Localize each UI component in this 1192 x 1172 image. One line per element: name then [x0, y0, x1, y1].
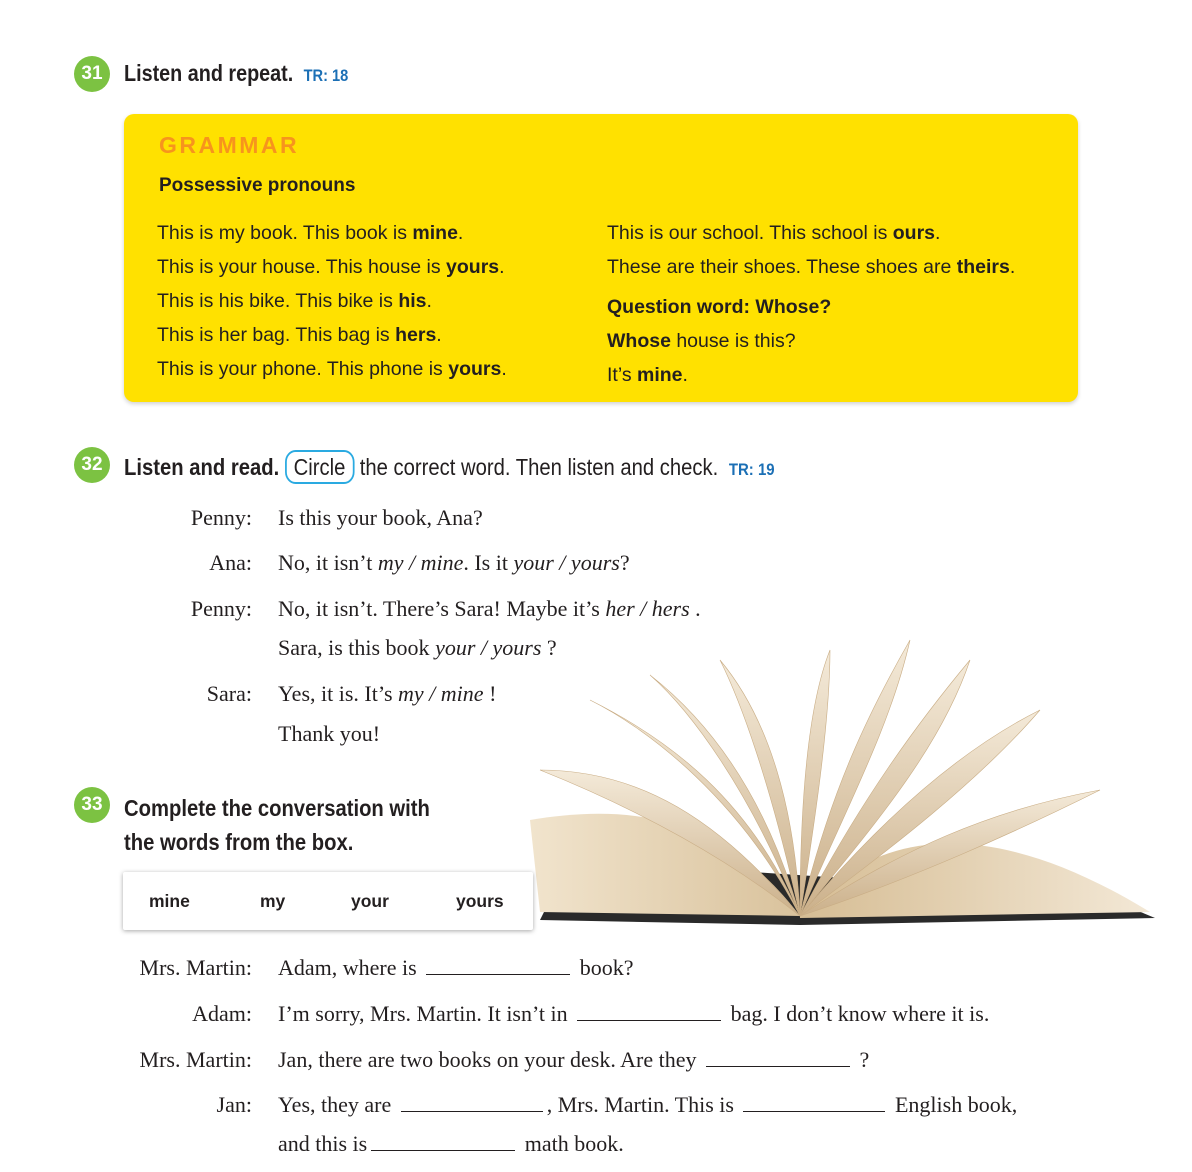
heading-rest-text: the correct word. Then listen and check. — [359, 454, 719, 480]
heading-line: the words from the box. — [124, 829, 354, 855]
line-text: No, it isn’t my / mine. Is it your / yours? — [278, 550, 630, 575]
circle-word: Circle — [285, 450, 354, 484]
exercise-heading — [124, 450, 775, 484]
box-word: yours — [456, 891, 504, 911]
line-text: Jan, there are two books on your desk. Are they ? — [278, 1047, 870, 1072]
book-right-pages — [800, 843, 1150, 918]
answer-blank[interactable] — [706, 1048, 850, 1067]
line-text: No, it isn’t. There’s Sara! Maybe it’s her / hers . — [278, 596, 701, 621]
track-label: TR: 18 — [303, 66, 349, 85]
word-box — [123, 872, 533, 930]
heading-text: Listen and repeat. — [124, 60, 294, 86]
box-word: your — [351, 891, 389, 911]
box-word: mine — [149, 891, 190, 911]
answer-example: It’s mine. — [607, 364, 688, 386]
grammar-right-column — [607, 216, 1015, 392]
line-text: Adam, where is book? — [278, 955, 634, 980]
speaker: Mrs. Martin: — [139, 955, 252, 980]
exercise-number-badge: 31 — [74, 56, 110, 92]
grammar-subtitle: Possessive pronouns — [159, 175, 356, 196]
grammar-example: This is his bike. This bike is his. — [157, 290, 432, 312]
grammar-example: This is your house. This house is yours. — [157, 256, 505, 278]
line-text: Sara, is this book your / yours ? — [278, 635, 557, 660]
speaker: Sara: — [206, 681, 252, 706]
grammar-left-column — [157, 216, 507, 386]
heading-bold-text: Listen and read. — [124, 454, 280, 480]
grammar-box — [124, 114, 1078, 402]
word-choice[interactable]: your / yours — [513, 550, 620, 575]
open-book-illustration — [500, 620, 1160, 930]
word-choice[interactable]: my / mine — [377, 550, 464, 575]
word-choice[interactable]: your / yours — [435, 635, 542, 660]
speaker: Adam: — [192, 1001, 252, 1026]
box-word: my — [260, 891, 286, 911]
line-text: Yes, it is. It’s my / mine ! — [278, 681, 497, 706]
question-example: Whose house is this? — [607, 330, 796, 352]
speaker: Jan: — [216, 1092, 252, 1117]
grammar-example: This is my book. This book is mine. — [157, 222, 464, 244]
line-text: Thank you! — [278, 721, 381, 746]
line-text: Is this your book, Ana? — [278, 505, 483, 530]
exercise-heading — [124, 60, 348, 87]
exercise-number-badge: 32 — [74, 447, 110, 483]
book-left-pages — [530, 814, 800, 916]
line-text: I’m sorry, Mrs. Martin. It isn’t in bag. I don’t know where it is. — [278, 1001, 990, 1026]
speaker: Mrs. Martin: — [139, 1047, 252, 1072]
grammar-title: GRAMMAR — [159, 132, 300, 158]
track-label: TR: 19 — [728, 460, 775, 479]
line-text: Yes, they are , Mrs. Martin. This is English book, — [278, 1092, 1018, 1117]
answer-blank[interactable] — [577, 1002, 721, 1021]
speaker: Ana: — [209, 550, 252, 575]
grammar-example: These are their shoes. These shoes are theirs. — [607, 256, 1016, 278]
heading-line: Complete the conversation with — [124, 795, 430, 821]
answer-blank[interactable] — [371, 1132, 515, 1151]
word-choice[interactable]: my / mine — [398, 681, 484, 706]
exercise-heading — [124, 791, 430, 859]
speaker: Penny: — [190, 505, 252, 530]
grammar-example: This is your phone. This phone is yours. — [157, 358, 507, 380]
answer-blank[interactable] — [426, 956, 570, 975]
word-choice[interactable]: her / hers — [605, 596, 690, 621]
grammar-example: This is our school. This school is ours. — [607, 222, 941, 244]
question-word-heading: Question word: Whose? — [607, 296, 832, 318]
grammar-example: This is her bag. This bag is hers. — [157, 324, 442, 346]
answer-blank[interactable] — [743, 1093, 885, 1112]
line-text: and this is math book. — [278, 1131, 624, 1156]
speaker: Penny: — [190, 596, 252, 621]
exercise-number-badge: 33 — [74, 787, 110, 823]
answer-blank[interactable] — [401, 1093, 543, 1112]
